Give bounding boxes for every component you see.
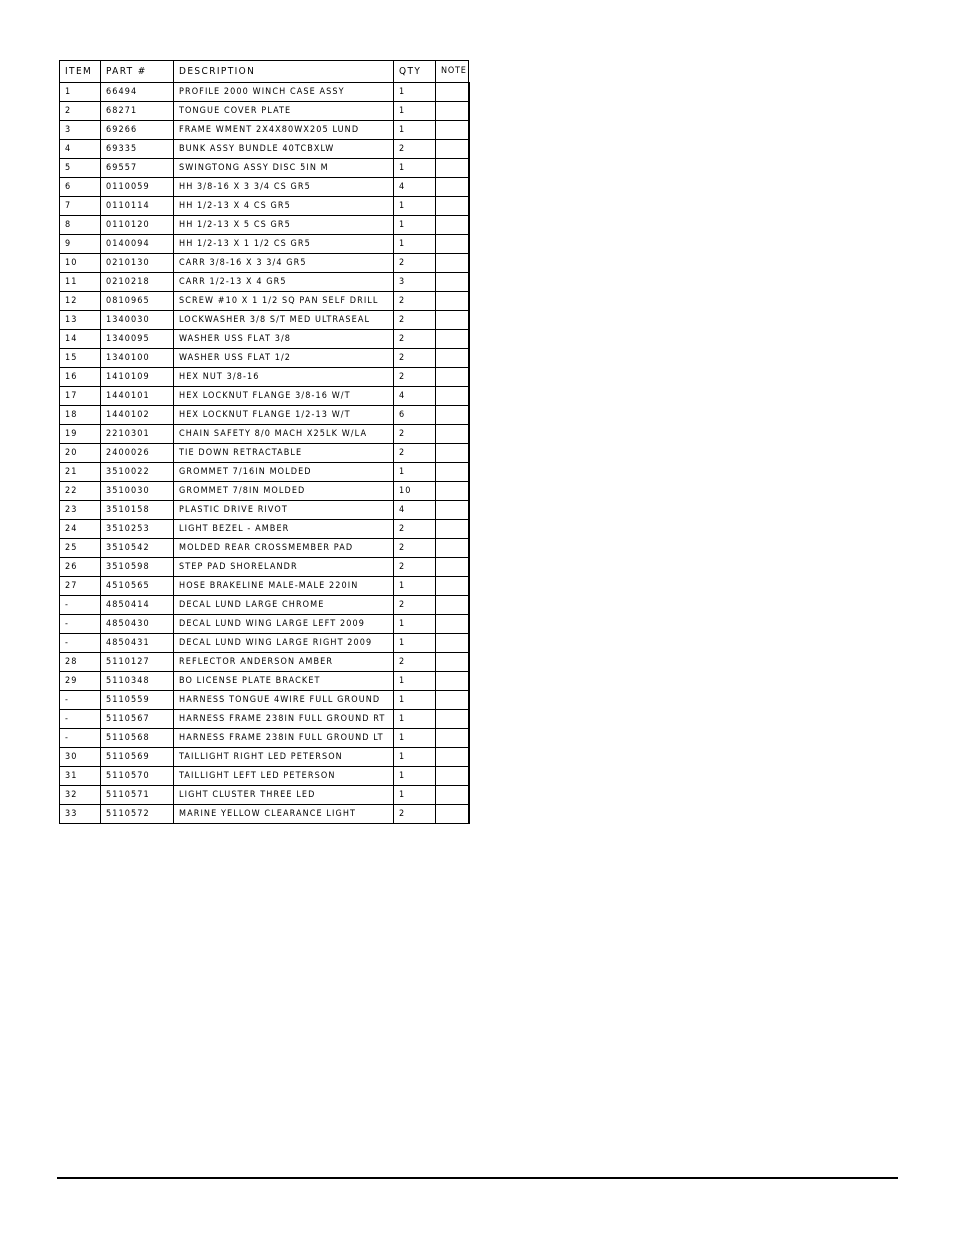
cell-part-number: 1440102 (101, 406, 174, 425)
cell-description: BUNK ASSY BUNDLE 40TCBXLW (174, 140, 394, 159)
cell-item: 23 (60, 501, 101, 520)
cell-qty: 4 (394, 178, 436, 197)
cell-item: 3 (60, 121, 101, 140)
cell-note (436, 786, 469, 805)
cell-note (436, 539, 469, 558)
cell-item: 25 (60, 539, 101, 558)
cell-description: BO LICENSE PLATE BRACKET (174, 672, 394, 691)
cell-qty: 2 (394, 254, 436, 273)
cell-part-number: 2210301 (101, 425, 174, 444)
cell-description: PROFILE 2000 WINCH CASE ASSY (174, 83, 394, 102)
cell-qty: 1 (394, 159, 436, 178)
parts-list-table (59, 60, 470, 824)
cell-description: HARNESS FRAME 238IN FULL GROUND RT (174, 710, 394, 729)
table-row (60, 634, 469, 653)
cell-part-number: 3510022 (101, 463, 174, 482)
cell-description: LIGHT BEZEL - AMBER (174, 520, 394, 539)
cell-description: HH 1/2-13 X 1 1/2 CS GR5 (174, 235, 394, 254)
cell-qty: 2 (394, 425, 436, 444)
table-row (60, 387, 469, 406)
cell-description: REFLECTOR ANDERSON AMBER (174, 653, 394, 672)
table-row (60, 406, 469, 425)
cell-qty: 1 (394, 691, 436, 710)
table-row (60, 102, 469, 121)
cell-description: CHAIN SAFETY 8/0 MACH X25LK W/LA (174, 425, 394, 444)
cell-description: MOLDED REAR CROSSMEMBER PAD (174, 539, 394, 558)
cell-part-number: 69557 (101, 159, 174, 178)
cell-qty: 10 (394, 482, 436, 501)
table-row (60, 292, 469, 311)
cell-item: - (60, 710, 101, 729)
cell-note (436, 596, 469, 615)
cell-qty: 4 (394, 501, 436, 520)
cell-description: TAILLIGHT RIGHT LED PETERSON (174, 748, 394, 767)
cell-part-number: 5110348 (101, 672, 174, 691)
cell-note (436, 140, 469, 159)
cell-item: 18 (60, 406, 101, 425)
cell-part-number: 3510158 (101, 501, 174, 520)
cell-item: 8 (60, 216, 101, 235)
cell-description: LOCKWASHER 3/8 S/T MED ULTRASEAL (174, 311, 394, 330)
cell-description: TAILLIGHT LEFT LED PETERSON (174, 767, 394, 786)
cell-part-number: 5110570 (101, 767, 174, 786)
cell-qty: 2 (394, 140, 436, 159)
table-row (60, 710, 469, 729)
cell-note (436, 634, 469, 653)
cell-qty: 1 (394, 235, 436, 254)
cell-note (436, 197, 469, 216)
table-row (60, 482, 469, 501)
column-header-qty: QTY (394, 61, 436, 83)
cell-qty: 1 (394, 634, 436, 653)
cell-item: 16 (60, 368, 101, 387)
cell-qty: 1 (394, 615, 436, 634)
cell-part-number: 1340100 (101, 349, 174, 368)
cell-qty: 1 (394, 767, 436, 786)
cell-qty: 2 (394, 292, 436, 311)
cell-item: 5 (60, 159, 101, 178)
cell-description: SCREW #10 X 1 1/2 SQ PAN SELF DRILL (174, 292, 394, 311)
cell-qty: 2 (394, 311, 436, 330)
cell-note (436, 311, 469, 330)
cell-part-number: 5110571 (101, 786, 174, 805)
cell-part-number: 5110127 (101, 653, 174, 672)
cell-description: LIGHT CLUSTER THREE LED (174, 786, 394, 805)
cell-item: 24 (60, 520, 101, 539)
cell-part-number: 1410109 (101, 368, 174, 387)
cell-qty: 1 (394, 102, 436, 121)
cell-qty: 1 (394, 83, 436, 102)
cell-part-number: 3510030 (101, 482, 174, 501)
cell-description: TIE DOWN RETRACTABLE (174, 444, 394, 463)
cell-note (436, 482, 469, 501)
table-row (60, 235, 469, 254)
cell-note (436, 710, 469, 729)
cell-item: - (60, 596, 101, 615)
table-body (60, 83, 469, 824)
table-row (60, 83, 469, 102)
cell-note (436, 102, 469, 121)
table-row (60, 463, 469, 482)
table-row (60, 273, 469, 292)
cell-part-number: 0110114 (101, 197, 174, 216)
table-row (60, 178, 469, 197)
cell-item: 26 (60, 558, 101, 577)
cell-qty: 2 (394, 653, 436, 672)
cell-note (436, 577, 469, 596)
table-row (60, 216, 469, 235)
cell-description: HH 1/2-13 X 5 CS GR5 (174, 216, 394, 235)
cell-qty: 2 (394, 805, 436, 824)
cell-part-number: 5110567 (101, 710, 174, 729)
cell-item: 29 (60, 672, 101, 691)
cell-note (436, 501, 469, 520)
cell-description: HH 3/8-16 X 3 3/4 CS GR5 (174, 178, 394, 197)
footer-rule (57, 1177, 898, 1179)
cell-description: HH 1/2-13 X 4 CS GR5 (174, 197, 394, 216)
cell-item: 9 (60, 235, 101, 254)
cell-part-number: 69335 (101, 140, 174, 159)
cell-item: 15 (60, 349, 101, 368)
cell-description: GROMMET 7/16IN MOLDED (174, 463, 394, 482)
cell-qty: 2 (394, 596, 436, 615)
table-row (60, 729, 469, 748)
table-row (60, 330, 469, 349)
cell-part-number: 3510253 (101, 520, 174, 539)
cell-description: SWINGTONG ASSY DISC 5IN M (174, 159, 394, 178)
cell-part-number: 1340095 (101, 330, 174, 349)
table-row (60, 140, 469, 159)
cell-part-number: 4850431 (101, 634, 174, 653)
cell-part-number: 0210218 (101, 273, 174, 292)
cell-part-number: 69266 (101, 121, 174, 140)
column-header-note: NOTE (436, 61, 469, 83)
table-row (60, 615, 469, 634)
cell-item: 27 (60, 577, 101, 596)
cell-part-number: 0110120 (101, 216, 174, 235)
cell-note (436, 691, 469, 710)
cell-part-number: 0140094 (101, 235, 174, 254)
cell-part-number: 66494 (101, 83, 174, 102)
cell-note (436, 254, 469, 273)
cell-item: 22 (60, 482, 101, 501)
cell-part-number: 68271 (101, 102, 174, 121)
cell-description: CARR 1/2-13 X 4 GR5 (174, 273, 394, 292)
cell-qty: 2 (394, 539, 436, 558)
cell-item: - (60, 729, 101, 748)
table-row (60, 444, 469, 463)
cell-item: 6 (60, 178, 101, 197)
cell-qty: 4 (394, 387, 436, 406)
cell-note (436, 805, 469, 824)
cell-part-number: 1340030 (101, 311, 174, 330)
column-header-part-number: PART # (101, 61, 174, 83)
cell-note (436, 406, 469, 425)
table-row (60, 786, 469, 805)
cell-description: CARR 3/8-16 X 3 3/4 GR5 (174, 254, 394, 273)
cell-part-number: 0110059 (101, 178, 174, 197)
cell-part-number: 5110572 (101, 805, 174, 824)
cell-note (436, 292, 469, 311)
cell-qty: 2 (394, 444, 436, 463)
cell-description: DECAL LUND WING LARGE LEFT 2009 (174, 615, 394, 634)
cell-item: 20 (60, 444, 101, 463)
cell-part-number: 3510542 (101, 539, 174, 558)
cell-item: 10 (60, 254, 101, 273)
column-header-item: ITEM (60, 61, 101, 83)
cell-part-number: 5110559 (101, 691, 174, 710)
cell-item: - (60, 691, 101, 710)
table-row (60, 577, 469, 596)
cell-part-number: 2400026 (101, 444, 174, 463)
cell-qty: 1 (394, 710, 436, 729)
cell-description: GROMMET 7/8IN MOLDED (174, 482, 394, 501)
table-row (60, 805, 469, 824)
cell-note (436, 216, 469, 235)
cell-description: HEX LOCKNUT FLANGE 1/2-13 W/T (174, 406, 394, 425)
cell-qty: 1 (394, 672, 436, 691)
table-row (60, 558, 469, 577)
cell-item: 28 (60, 653, 101, 672)
cell-item: 32 (60, 786, 101, 805)
cell-item: 1 (60, 83, 101, 102)
cell-description: MARINE YELLOW CLEARANCE LIGHT (174, 805, 394, 824)
cell-description: TONGUE COVER PLATE (174, 102, 394, 121)
cell-description: DECAL LUND WING LARGE RIGHT 2009 (174, 634, 394, 653)
table-header-row (60, 61, 469, 83)
cell-item: 4 (60, 140, 101, 159)
cell-qty: 2 (394, 368, 436, 387)
cell-description: PLASTIC DRIVE RIVOT (174, 501, 394, 520)
table-row (60, 121, 469, 140)
column-header-description: DESCRIPTION (174, 61, 394, 83)
cell-qty: 1 (394, 216, 436, 235)
cell-description: HEX LOCKNUT FLANGE 3/8-16 W/T (174, 387, 394, 406)
table-row (60, 368, 469, 387)
cell-qty: 6 (394, 406, 436, 425)
table-row (60, 691, 469, 710)
cell-description: FRAME WMENT 2X4X80WX205 LUND (174, 121, 394, 140)
cell-qty: 1 (394, 463, 436, 482)
cell-item: 7 (60, 197, 101, 216)
cell-qty: 1 (394, 729, 436, 748)
cell-qty: 2 (394, 349, 436, 368)
table-row (60, 653, 469, 672)
cell-part-number: 5110568 (101, 729, 174, 748)
cell-part-number: 4850414 (101, 596, 174, 615)
cell-note (436, 653, 469, 672)
cell-qty: 1 (394, 748, 436, 767)
cell-note (436, 748, 469, 767)
table-row (60, 767, 469, 786)
table-row (60, 159, 469, 178)
cell-part-number: 5110569 (101, 748, 174, 767)
cell-note (436, 463, 469, 482)
cell-item: 13 (60, 311, 101, 330)
cell-note (436, 558, 469, 577)
cell-note (436, 83, 469, 102)
cell-qty: 1 (394, 121, 436, 140)
cell-item: 19 (60, 425, 101, 444)
table-row (60, 349, 469, 368)
cell-note (436, 672, 469, 691)
cell-part-number: 3510598 (101, 558, 174, 577)
table-row (60, 311, 469, 330)
table-row (60, 197, 469, 216)
table-row (60, 501, 469, 520)
cell-description: WASHER USS FLAT 3/8 (174, 330, 394, 349)
cell-qty: 3 (394, 273, 436, 292)
cell-description: HARNESS TONGUE 4WIRE FULL GROUND (174, 691, 394, 710)
cell-note (436, 349, 469, 368)
cell-qty: 1 (394, 577, 436, 596)
cell-note (436, 767, 469, 786)
cell-item: 17 (60, 387, 101, 406)
cell-qty: 2 (394, 330, 436, 349)
cell-item: 12 (60, 292, 101, 311)
cell-item: 33 (60, 805, 101, 824)
cell-note (436, 235, 469, 254)
cell-note (436, 615, 469, 634)
cell-item: 30 (60, 748, 101, 767)
cell-qty: 2 (394, 520, 436, 539)
cell-part-number: 4510565 (101, 577, 174, 596)
cell-part-number: 0810965 (101, 292, 174, 311)
table-row (60, 425, 469, 444)
cell-part-number: 4850430 (101, 615, 174, 634)
table-row (60, 748, 469, 767)
cell-item: 11 (60, 273, 101, 292)
cell-description: STEP PAD SHORELANDR (174, 558, 394, 577)
cell-description: WASHER USS FLAT 1/2 (174, 349, 394, 368)
table-row (60, 520, 469, 539)
table-row (60, 596, 469, 615)
cell-item: 14 (60, 330, 101, 349)
cell-item: - (60, 615, 101, 634)
cell-note (436, 729, 469, 748)
cell-note (436, 330, 469, 349)
cell-item: 21 (60, 463, 101, 482)
cell-item: - (60, 634, 101, 653)
cell-description: HEX NUT 3/8-16 (174, 368, 394, 387)
cell-qty: 1 (394, 197, 436, 216)
cell-part-number: 1440101 (101, 387, 174, 406)
cell-description: HOSE BRAKELINE MALE-MALE 220IN (174, 577, 394, 596)
cell-description: HARNESS FRAME 238IN FULL GROUND LT (174, 729, 394, 748)
cell-note (436, 368, 469, 387)
cell-note (436, 425, 469, 444)
table-row (60, 539, 469, 558)
cell-note (436, 178, 469, 197)
cell-qty: 1 (394, 786, 436, 805)
cell-note (436, 159, 469, 178)
cell-note (436, 387, 469, 406)
cell-item: 2 (60, 102, 101, 121)
table-row (60, 254, 469, 273)
cell-note (436, 444, 469, 463)
table-row (60, 672, 469, 691)
cell-qty: 2 (394, 558, 436, 577)
cell-item: 31 (60, 767, 101, 786)
cell-description: DECAL LUND LARGE CHROME (174, 596, 394, 615)
cell-part-number: 0210130 (101, 254, 174, 273)
cell-note (436, 273, 469, 292)
cell-note (436, 121, 469, 140)
cell-note (436, 520, 469, 539)
